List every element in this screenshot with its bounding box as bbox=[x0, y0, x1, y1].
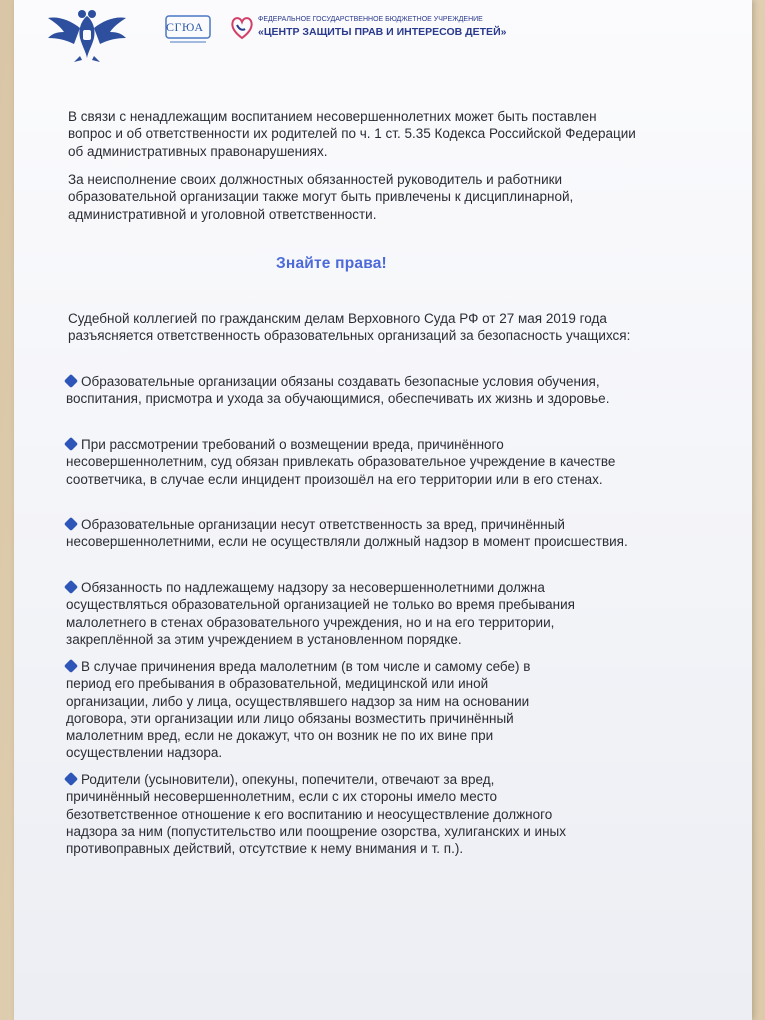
bullet-diamond-icon bbox=[64, 772, 78, 786]
bullet-diamond-icon bbox=[64, 659, 78, 673]
bullet-diamond-icon bbox=[64, 580, 78, 594]
paragraph-supreme-court: Судебной коллегией по гражданским делам Верховного Суда РФ от 27 мая 2019 года разъясняется ответственность образовательных организаций за безопасность учащихся: bbox=[68, 311, 631, 344]
list-item bbox=[66, 436, 636, 488]
paragraph-staff-responsibility: За неисполнение своих должностных обязанностей руководитель и работники образовательной организации также могут быть привлечены к дисциплинарной, административной и уголовной ответственности. bbox=[68, 172, 574, 222]
list-item-text: Образовательные организации обязаны создавать безопасные условия обучения, воспитания, присмотра и ухода за обучающимися, обеспечивать их жизнь и здоровье. bbox=[66, 374, 610, 407]
list-item-text: Родители (усыновители), опекуны, попечители, отвечают за вред, причинённый несовершеннолетним, если с их стороны имело место безответственное отношение к его воспитанию и неосуществление должного надзора за ним (попустительство или поощрение озорства, хулиганских и иных противоправных действий, отсутствие к нему внимания и т. п.). bbox=[66, 772, 566, 857]
list-item bbox=[66, 516, 636, 551]
page-header bbox=[44, 6, 734, 62]
list-item-text: Образовательные организации несут ответственность за вред, причинённый несовершеннолетними, если не осуществляли должный надзор в момент происшествия. bbox=[66, 517, 628, 550]
organization-type-text: ФЕДЕРАЛЬНОЕ ГОСУДАРСТВЕННОЕ БЮДЖЕТНОЕ УЧРЕЖДЕНИЕ bbox=[258, 16, 483, 23]
paragraph-parental-responsibility: В связи с ненадлежащим воспитанием несовершеннолетних может быть поставлен вопрос и об ответственности их родителей по ч. 1 ст. 5.35 Кодекса Российской Федерации об административных правонарушениях. bbox=[68, 109, 636, 159]
sgua-logo-text: СГЮА bbox=[166, 20, 204, 34]
bullet-diamond-icon bbox=[64, 517, 78, 531]
document-page bbox=[14, 0, 752, 1020]
eagle-emblem-icon bbox=[44, 6, 130, 62]
list-item-text: В случае причинения вреда малолетним (в том числе и самому себе) в период его пребывания в образовательной, медицинской или иной организации, либо у лица, осуществлявшего надзор за ним на основании договора, эти организации или лицо обязаны возместить причинённый малолетним вред, если не докажут, что он возник не по их вине при осуществлении надзора. bbox=[66, 659, 531, 761]
bullet-diamond-icon bbox=[64, 374, 78, 388]
list-item-text: Обязанность по надлежащему надзору за несовершеннолетними должна осуществляться образовательной организацией не только во время пребывания малолетнего в стенах образовательного учреждения, но и на его территории, закреплённой за этим учреждением в установленном порядке. bbox=[66, 580, 575, 647]
list-item-text: При рассмотрении требований о возмещении вреда, причинённого несовершеннолетним, суд обязан привлекать образовательное учреждение в качестве соответчика, в случае если инцидент произошёл на его территории или в его стенах. bbox=[66, 437, 616, 487]
section-heading: Знайте права! bbox=[276, 255, 387, 272]
list-item bbox=[66, 373, 636, 408]
organization-name: «ЦЕНТР ЗАЩИТЫ ПРАВ И ИНТЕРЕСОВ ДЕТЕЙ» bbox=[258, 26, 507, 38]
list-item bbox=[66, 771, 566, 857]
heart-hands-logo-icon bbox=[230, 14, 254, 40]
list-item bbox=[66, 579, 598, 648]
list-item bbox=[66, 658, 566, 762]
bullet-diamond-icon bbox=[64, 437, 78, 451]
